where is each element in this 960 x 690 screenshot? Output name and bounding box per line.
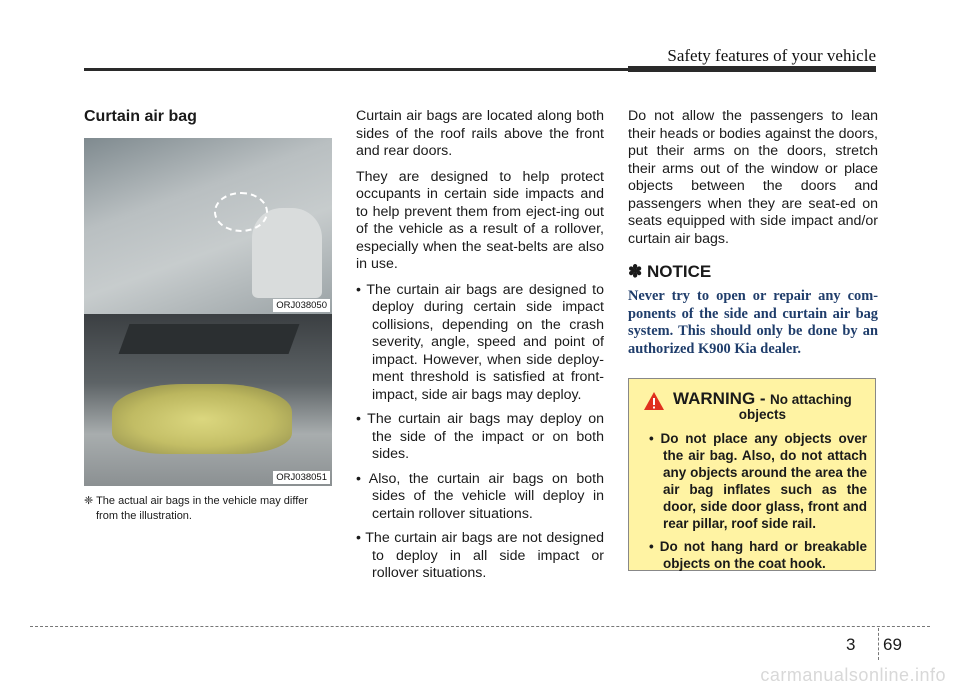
running-header: Safety features of your vehicle — [667, 46, 876, 65]
warning-subtitle: No attaching — [770, 392, 852, 407]
warning-bullet: • Do not hang hard or breakable objects on the coat hook. — [649, 539, 867, 571]
warning-subtitle-line2: objects — [738, 407, 787, 422]
note-text: The actual air bags in the vehicle may differ from the illustration. — [96, 495, 309, 522]
header-rule-accent — [628, 66, 876, 72]
footer-rule — [30, 626, 930, 627]
column-right — [628, 108, 878, 358]
airbag-location-mark — [214, 192, 268, 232]
photo-code-bottom: ORJ038051 — [273, 471, 330, 484]
notice-body: Never try to open or repair any com-ponents of the side and curtain air bag system. This should only be done by an authorized K900 Kia dealer. — [628, 288, 878, 357]
curtain-airbag-illustration — [112, 384, 292, 454]
warning-box — [628, 378, 876, 571]
warning-bullet: • Do not place any objects over the air bag. Also, do not attach any objects around the area the air bag inflates such as the door, side door glass, front and rear pillar, roof side rail. — [649, 431, 867, 531]
paragraph: Do not allow the passengers to lean their heads or bodies against the doors, put their arms on the doors, stretch their arms out of the window or place objects between the doors and passengers when they are seat-ed on seats equipped with side impact and/or curtain air bags. — [628, 108, 878, 247]
bullet-item: • The curtain air bags are designed to deploy during certain side impact collisions, depending on the crash severity, angle, speed and point of impact. However, when side deploy-ment threshold is satisfied at front-impact, side air bags may deploy. — [356, 281, 604, 403]
paragraph: Curtain air bags are located along both sides of the roof rails above the front and rear doors. — [356, 108, 604, 159]
column-left — [84, 108, 332, 524]
page-separator — [878, 628, 879, 660]
column-middle — [356, 108, 604, 590]
page-number: 69 — [883, 635, 902, 654]
warning-title — [673, 389, 852, 422]
illustration-note — [84, 494, 332, 524]
bullet-item: • Also, the curtain air bags on both sides of the vehicle will deploy in certain rollover situations. — [356, 470, 604, 522]
section-title: Curtain air bag — [84, 108, 197, 125]
bullet-item: • The curtain air bags may deploy on the side of the impact or on both sides. — [356, 411, 604, 462]
warning-header — [629, 379, 875, 426]
notice-title: NOTICE — [646, 262, 712, 281]
notice-heading — [628, 262, 878, 282]
notice-asterisk-icon: ✽ — [628, 262, 643, 281]
note-symbol-icon: ❈ — [84, 495, 94, 507]
airbag-photo-bottom — [84, 314, 332, 486]
bullet-item: • The curtain air bags are not designed to deploy in all side impact or rollover situations. — [356, 530, 604, 581]
paragraph: They are designed to help protect occupants in certain side impacts and to help prevent them from eject-ing out of the vehicle as a result of a rollover, especially when the seat-belts are also in use. — [356, 168, 604, 272]
watermark: carmanualsonline.info — [760, 665, 946, 685]
photo-code-top: ORJ038050 — [273, 299, 330, 312]
warning-triangle-icon — [643, 391, 665, 411]
sunroof-illustration — [119, 324, 300, 354]
warning-word: WARNING - — [673, 389, 766, 408]
airbag-photo-top — [84, 138, 332, 314]
chapter-number: 3 — [846, 635, 856, 654]
